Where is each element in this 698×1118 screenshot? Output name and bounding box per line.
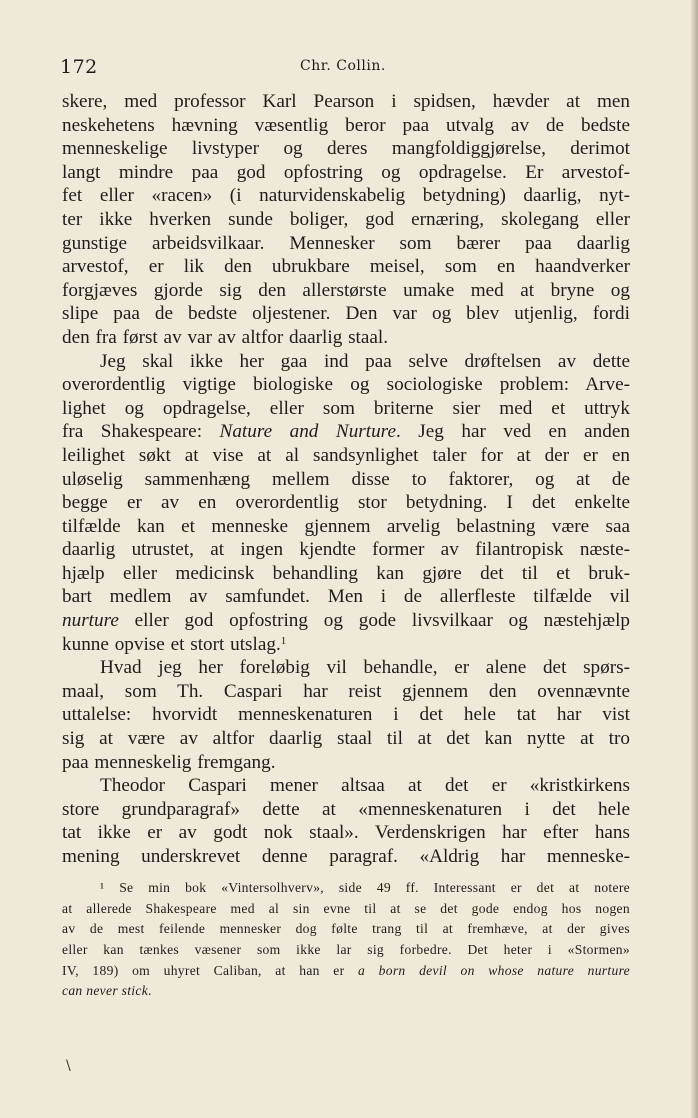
text-line-text: tilfælde kan et menneske gjennem arvelig belastning være saa [62, 515, 630, 537]
text-line-text: neskehetens hævning væsentlig beror paa utvalg av de bedste [62, 114, 630, 136]
text-line-text: kunne opvise et stort utslag. [62, 633, 281, 655]
text-line-text: arvestof, er lik den ubrukbare meisel, som en haandverker [62, 256, 630, 278]
footnote-line [62, 899, 630, 920]
text-line [62, 609, 630, 633]
text-line [62, 468, 630, 492]
text-line [62, 114, 630, 138]
body-text [62, 90, 630, 869]
text-line [62, 184, 630, 208]
text-line [62, 703, 630, 727]
footnote-line-text: av de mest feilende mennesker dog følte trang til at fremhæve, at der gives [62, 921, 630, 937]
text-line [62, 255, 630, 279]
text-line-text: Theodor Caspari mener altsaa at det er «kristkirkens [100, 775, 630, 797]
text-line-text: nurture eller god opfostring og gode livsvilkaar og næstehjælp [62, 610, 630, 632]
text-line-text: maal, som Th. Caspari har reist gjennem den ovennævnte [62, 680, 630, 702]
footnote-line-text: can never stick. [62, 983, 152, 999]
footnote-line [62, 878, 630, 899]
running-head: Chr. Collin. [300, 58, 386, 74]
text-line [62, 538, 630, 562]
text-line-text: uttalelse: hvorvidt menneskenaturen i det hele tat har vist [62, 704, 630, 726]
footnote-marker: 1 [280, 634, 287, 647]
text-line [62, 562, 630, 586]
text-line [62, 232, 630, 256]
text-line [62, 845, 630, 869]
text-line [62, 751, 630, 775]
text-line [62, 727, 630, 751]
footnote-line [62, 961, 630, 982]
text-line [62, 444, 630, 468]
text-line-text: begge er av en overordentlig stor betydning. I det enkelte [62, 492, 630, 514]
footnote-line [62, 981, 630, 1002]
text-line [62, 656, 630, 680]
text-line-text: forgjæves gjorde sig den allerstørste umake med at bryne og [62, 279, 630, 301]
footnote-line-text: IV, 189) om uhyret Caliban, at han er a born devil on whose nature nurture [62, 962, 630, 978]
text-line [62, 397, 630, 421]
page-header [60, 56, 630, 80]
text-line [62, 491, 630, 515]
text-line [62, 774, 630, 798]
text-line-text: langt mindre paa god opfostring og opdragelse. Er arvestof- [62, 161, 630, 183]
text-line [62, 350, 630, 374]
text-line [62, 302, 630, 326]
text-line [62, 326, 630, 350]
text-line [62, 585, 630, 609]
text-line-text: Hvad jeg her foreløbig vil behandle, er alene det spørs- [100, 657, 630, 679]
text-line [62, 420, 630, 444]
text-line-text: fet eller «racen» (i naturvidenskabelig betydning) daarlig, nyt- [62, 185, 630, 207]
text-line-text: overordentlig vigtige biologiske og sociologiske problem: Arve- [62, 374, 630, 396]
text-line [62, 633, 630, 657]
footnote-line [62, 940, 630, 961]
text-line [62, 161, 630, 185]
footnote-line-text: at allerede Shakespeare med al sin evne til at se det gode endog hos nogen [62, 900, 630, 916]
text-line-text: skere, med professor Karl Pearson i spidsen, hævder at men [62, 91, 630, 112]
text-line-text: slipe paa de bedste oljestener. Den var og blev utjenlig, fordi [62, 303, 630, 325]
text-line [62, 90, 630, 114]
text-line [62, 137, 630, 161]
footnote-line-text: eller kan tænkes væsener som ikke lar sig forbedre. Det heter i «Stormen» [62, 942, 630, 958]
footnote-line-text: ¹ Se min bok «Vintersolhverv», side 49 ff. Interessant er det at notere [100, 880, 630, 895]
text-line-text: gunstige arbeidsvilkaar. Mennesker som bærer paa daarlig [62, 232, 630, 254]
text-line [62, 208, 630, 232]
text-line-text: daarlig utrustet, at ingen kjendte former av filantropisk næste- [62, 539, 630, 561]
text-line-text: Jeg skal ikke her gaa ind paa selve drøftelsen av dette [100, 350, 630, 372]
text-line-text: den fra først av var av altfor daarlig staal. [62, 326, 389, 348]
text-line [62, 373, 630, 397]
text-line-text: bart medlem av samfundet. Men i de allerfleste tilfælde vil [62, 586, 630, 608]
text-line [62, 798, 630, 822]
text-line-text: paa menneskelig fremgang. [62, 751, 276, 773]
text-line-text: menneskelige livstyper og deres mangfoldiggjørelse, derimot [62, 138, 630, 160]
text-line-text: ter ikke hverken sunde boliger, god ernæring, skolegang eller [62, 208, 630, 230]
text-line [62, 279, 630, 303]
text-line-text: store grundparagraf» dette at «menneskenaturen i det hele [62, 798, 630, 820]
page-number: 172 [60, 56, 98, 78]
text-line [62, 515, 630, 539]
text-line-text: lighet og opdragelse, eller som briterne sier med et uttryk [62, 397, 630, 419]
footnote-line [62, 919, 630, 940]
text-line-text: leilighet søkt at vise at al sandsynlighet taler for at der er en [62, 444, 630, 466]
page-edge-shadow [690, 0, 698, 1118]
text-line-text: fra Shakespeare: Nature and Nurture. Jeg har ved en anden [62, 421, 630, 443]
stray-mark: \ [66, 1058, 71, 1074]
text-line-text: mening underskrevet denne paragraf. «Aldrig har menneske- [62, 846, 630, 867]
text-line-text: uløselig sammenhæng mellem disse to faktorer, og at de [62, 468, 630, 490]
text-line-text: sig at være av altfor daarlig staal til at det kan nytte at tro [62, 728, 630, 750]
text-line-text: tat ikke er av godt nok staal». Verdenskrigen har efter hans [62, 822, 630, 844]
text-line [62, 680, 630, 704]
text-line-text: hjælp eller medicinsk behandling kan gjøre det til et bruk- [62, 562, 630, 584]
footnotes [62, 878, 630, 1002]
text-line [62, 821, 630, 845]
